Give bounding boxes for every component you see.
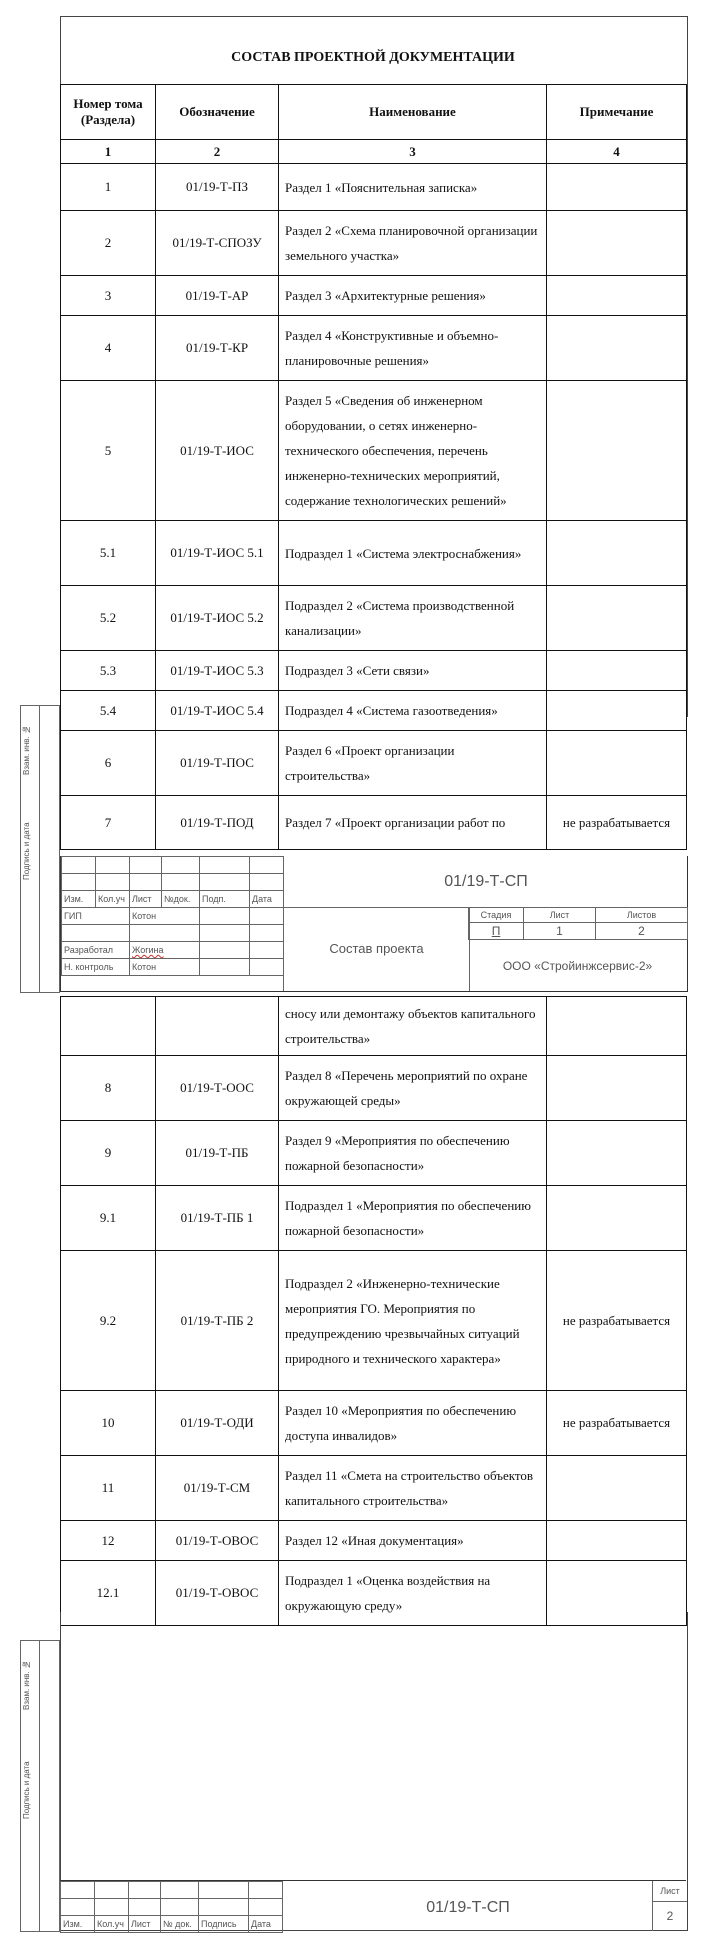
row-note — [547, 1456, 687, 1521]
row-name: Подраздел 4 «Система газоотведения» — [279, 691, 547, 731]
table-row — [61, 1186, 687, 1251]
stamp1-col-ndok: №док. — [162, 891, 200, 908]
row-note: не разрабатывается — [547, 1251, 687, 1391]
stamp1-doc-name: Состав проекта — [283, 907, 470, 991]
stamp2-col-kolvo: Кол.уч — [95, 1916, 129, 1933]
row-designation: 01/19-Т-ОВОС — [156, 1561, 279, 1626]
header-num-4: 4 — [547, 140, 687, 164]
header-num-3: 3 — [279, 140, 547, 164]
row-note — [547, 381, 687, 521]
row-name: Подраздел 1 «Оценка воздействия на окружающую среду» — [279, 1561, 547, 1626]
table-row — [61, 521, 687, 586]
row-number: 5.4 — [61, 691, 156, 731]
row-number: 12.1 — [61, 1561, 156, 1626]
row-note — [547, 316, 687, 381]
row-number: 3 — [61, 276, 156, 316]
side-sign-label-2: Подпись и дата — [22, 1761, 31, 1819]
row-note: не разрабатывается — [547, 1391, 687, 1456]
row-number: 7 — [61, 796, 156, 850]
table-row — [61, 211, 687, 276]
table-row — [61, 691, 687, 731]
row-number: 8 — [61, 1056, 156, 1121]
stamp2-col-data: Дата — [249, 1916, 283, 1933]
row-name: Раздел 5 «Сведения об инженерном оборудовании, о сетях инженерно-технического обеспечения, перечень инженерно-технических мероприятий, содержание технологических решений» — [279, 381, 547, 521]
row-designation: 01/19-Т-СМ — [156, 1456, 279, 1521]
table-row — [61, 316, 687, 381]
row-number: 5.3 — [61, 651, 156, 691]
title-block-2 — [60, 1880, 686, 1931]
table-row — [61, 731, 687, 796]
row-designation: 01/19-Т-СПОЗУ — [156, 211, 279, 276]
row-note — [547, 586, 687, 651]
title-block-1 — [60, 856, 688, 992]
stamp1-stage-value: П — [469, 923, 524, 940]
row-note — [547, 164, 687, 211]
table-row — [61, 1056, 687, 1121]
row-designation: 01/19-Т-ИОС — [156, 381, 279, 521]
row-designation: 01/19-Т-ИОС 5.1 — [156, 521, 279, 586]
row-designation: 01/19-Т-ПБ — [156, 1121, 279, 1186]
stamp1-col-izm: Изм. — [62, 891, 96, 908]
row-designation: 01/19-Т-ОВОС — [156, 1521, 279, 1561]
row-name: Подраздел 1 «Мероприятия по обеспечению пожарной безопасности» — [279, 1186, 547, 1251]
row-number: 10 — [61, 1391, 156, 1456]
row-designation: 01/19-Т-ИОС 5.2 — [156, 586, 279, 651]
stamp1-person-0: Котон — [130, 908, 200, 925]
stamp2-sheet-label: Лист — [652, 1881, 687, 1902]
stamp1-doc-code: 01/19-Т-СП — [283, 856, 688, 908]
row-number: 6 — [61, 731, 156, 796]
stamp1-stage-label: Стадия — [469, 908, 524, 923]
row-designation: 01/19-Т-ИОС 5.3 — [156, 651, 279, 691]
row-number: 5.1 — [61, 521, 156, 586]
row-designation: 01/19-Т-ПОС — [156, 731, 279, 796]
header-volume-number: Номер тома (Раздела) — [61, 85, 156, 140]
row-number: 1 — [61, 164, 156, 211]
row-name: Раздел 8 «Перечень мероприятий по охране окружающей среды» — [279, 1056, 547, 1121]
row-note — [547, 731, 687, 796]
table-row — [61, 1121, 687, 1186]
row-number: 11 — [61, 1456, 156, 1521]
row-number: 9.2 — [61, 1251, 156, 1391]
document-title: СОСТАВ ПРОЕКТНОЙ ДОКУМЕНТАЦИИ — [231, 50, 515, 65]
table-row — [61, 1391, 687, 1456]
row-designation: 01/19-Т-ПОД — [156, 796, 279, 850]
stamp1-col-kolvo: Кол.уч — [96, 891, 130, 908]
table-row — [61, 276, 687, 316]
row-number: 4 — [61, 316, 156, 381]
side-inv-label: Взам. инв. № — [22, 725, 31, 775]
stamp2-col-list: Лист — [129, 1916, 161, 1933]
row-number: 5 — [61, 381, 156, 521]
contents-table-page1 — [60, 84, 687, 850]
stamp1-col-data: Дата — [250, 891, 284, 908]
row-number: 9 — [61, 1121, 156, 1186]
row-note — [547, 997, 687, 1056]
stamp1-sheets-value: 2 — [596, 923, 688, 940]
table-row — [61, 381, 687, 521]
table-row — [61, 1456, 687, 1521]
table-row — [61, 796, 687, 850]
row-name: Подраздел 2 «Инженерно-технические мероприятия ГО. Мероприятия по предупреждению чрезвычайных ситуаций природного и технического характера» — [279, 1251, 547, 1391]
contents-table-page2 — [60, 996, 687, 1626]
table-row — [61, 164, 687, 211]
row-name: Раздел 2 «Схема планировочной организации земельного участка» — [279, 211, 547, 276]
stamp1-sheets-label: Листов — [596, 908, 688, 923]
row-note — [547, 1521, 687, 1561]
row-note — [547, 1121, 687, 1186]
row-name: Раздел 6 «Проект организации строительства» — [279, 731, 547, 796]
row-name: Подраздел 3 «Сети связи» — [279, 651, 547, 691]
header-designation: Обозначение — [156, 85, 279, 140]
stamp1-person-1: Жогина — [130, 942, 200, 959]
side-sign-label: Подпись и дата — [22, 822, 31, 880]
row-name: Подраздел 2 «Система производственной канализации» — [279, 586, 547, 651]
row-name: сносу или демонтажу объектов капитального строительства» — [279, 997, 547, 1056]
stamp2-col-podp: Подпись — [199, 1916, 249, 1933]
table-row — [61, 1521, 687, 1561]
row-note — [547, 211, 687, 276]
table-row — [61, 586, 687, 651]
row-note — [547, 276, 687, 316]
row-designation: 01/19-Т-ПЗ — [156, 164, 279, 211]
row-designation: 01/19-Т-ООС — [156, 1056, 279, 1121]
stamp2-doc-code: 01/19-Т-СП — [282, 1881, 653, 1931]
stamp1-col-podp: Подп. — [200, 891, 250, 908]
row-number: 5.2 — [61, 586, 156, 651]
stamp1-role-0: ГИП — [62, 908, 130, 925]
row-designation: 01/19-Т-ПБ 2 — [156, 1251, 279, 1391]
row-name: Раздел 3 «Архитектурные решения» — [279, 276, 547, 316]
header-note: Примечание — [547, 85, 687, 140]
header-num-1: 1 — [61, 140, 156, 164]
stamp2-sheet-value: 2 — [652, 1901, 687, 1931]
row-designation: 01/19-Т-ПБ 1 — [156, 1186, 279, 1251]
row-note — [547, 651, 687, 691]
row-designation — [156, 997, 279, 1056]
row-note — [547, 521, 687, 586]
row-note — [547, 1056, 687, 1121]
row-note — [547, 691, 687, 731]
row-number: 12 — [61, 1521, 156, 1561]
side-inv-label-2: Взам. инв. № — [22, 1660, 31, 1710]
stamp1-sheet-label: Лист — [524, 908, 596, 923]
stamp1-role-2: Н. контроль — [62, 959, 130, 976]
stamp2-col-izm: Изм. — [61, 1916, 95, 1933]
header-num-2: 2 — [156, 140, 279, 164]
row-name: Раздел 11 «Смета на строительство объектов капитального строительства» — [279, 1456, 547, 1521]
row-name: Раздел 9 «Мероприятия по обеспечению пожарной безопасности» — [279, 1121, 547, 1186]
row-name: Раздел 1 «Пояснительная записка» — [279, 164, 547, 211]
row-designation: 01/19-Т-АР — [156, 276, 279, 316]
row-number: 9.1 — [61, 1186, 156, 1251]
row-name: Подраздел 1 «Система электроснабжения» — [279, 521, 547, 586]
stamp1-company: ООО «Стройинжсервис-2» — [502, 959, 653, 973]
row-designation: 01/19-Т-ОДИ — [156, 1391, 279, 1456]
row-number: 2 — [61, 211, 156, 276]
header-name: Наименование — [279, 85, 547, 140]
row-designation: 01/19-Т-КР — [156, 316, 279, 381]
row-name: Раздел 12 «Иная документация» — [279, 1521, 547, 1561]
row-note: не разрабатывается — [547, 796, 687, 850]
stamp1-col-list: Лист — [130, 891, 162, 908]
row-note — [547, 1186, 687, 1251]
row-name: Раздел 4 «Конструктивные и объемно-планировочные решения» — [279, 316, 547, 381]
row-name: Раздел 10 «Мероприятия по обеспечению доступа инвалидов» — [279, 1391, 547, 1456]
stamp1-role-1: Разработал — [62, 942, 130, 959]
table-row — [61, 997, 687, 1056]
table-row — [61, 651, 687, 691]
row-name: Раздел 7 «Проект организации работ по — [279, 796, 547, 850]
row-designation: 01/19-Т-ИОС 5.4 — [156, 691, 279, 731]
stamp1-person-2: Котон — [130, 959, 200, 976]
row-number — [61, 997, 156, 1056]
table-row — [61, 1251, 687, 1391]
stamp2-col-ndok: № док. — [161, 1916, 199, 1933]
stamp1-sheet-value: 1 — [524, 923, 596, 940]
